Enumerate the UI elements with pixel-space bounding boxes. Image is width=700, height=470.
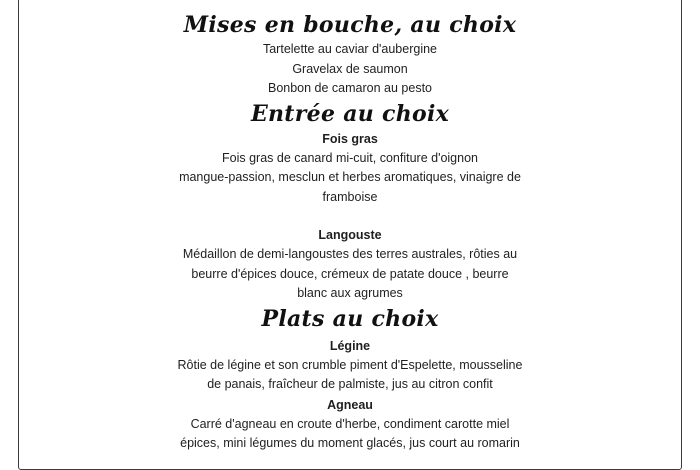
spacer [0, 207, 700, 225]
menu-card [0, 10, 700, 454]
section-title-plats: Plats au choix [261, 305, 439, 332]
menu-item-line: Gravelax de saumon [292, 61, 408, 76]
menu-item-line: Tartelette au caviar d'aubergine [262, 42, 438, 56]
section-title-mises-en-bouche: Mises en bouche, au choix [183, 12, 517, 38]
dish-description-line: de panais, fraîcheur de palmiste, jus au citron confit [207, 377, 493, 391]
dish-description-line: Médaillon de demi-langoustes des terres australes, rôties au [182, 247, 518, 261]
dish-description-line: blanc aux agrumes [297, 286, 403, 300]
dish-description-line: Carré d'agneau en croute d'herbe, condiment carotte miel [190, 416, 510, 431]
dish-name-fois-gras: Fois gras [322, 131, 378, 146]
dish-description-line: mangue-passion, mesclun et herbes aromatiques, vinaigre de [179, 170, 521, 184]
dish-name-agneau: Agneau [327, 397, 373, 412]
dish-description-line: framboise [322, 189, 378, 204]
dish-name-langouste: Langouste [318, 228, 382, 242]
dish-description-line: Rôtie de légine et son crumble piment d'Espelette, mousseline [177, 357, 523, 372]
dish-description-line: Fois gras de canard mi-cuit, confiture d'oignon [222, 150, 478, 165]
section-title-entree: Entrée au choix [250, 100, 450, 127]
dish-description-line: épices, mini légumes du moment glacés, jus court au romarin [180, 436, 520, 450]
dish-description-line: beurre d'épices douce, crémeux de patate douce , beurre [191, 266, 509, 281]
menu-item-line: Bonbon de camaron au pesto [267, 81, 432, 95]
dish-name-legine: Légine [329, 338, 371, 353]
